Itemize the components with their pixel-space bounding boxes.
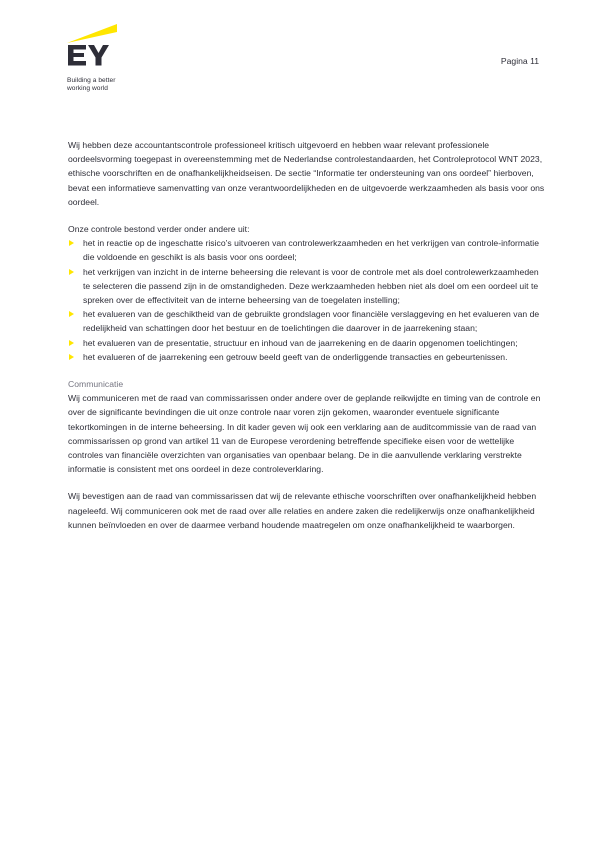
list-item: [68, 307, 546, 335]
list-item-text: het in reactie op de ingeschatte risico’s uitvoeren van controlewerkzaamheden en het verkrijgen van controle-informatie die voldoende en geschikt is als basis voor ons oordeel;: [83, 238, 540, 263]
list-item-text: het evalueren van de geschiktheid van de gebruikte grondslagen voor financiële verslaggeving en het evalueren van de redelijkheid van schattingen door het bestuur en de toelichtingen die daarover in de jaarrekening staan;: [83, 309, 540, 334]
bullet-arrow-icon: [69, 269, 74, 275]
ey-logo-mark: [67, 22, 137, 78]
page-body: [68, 138, 546, 532]
list-item-text: het evalueren of de jaarrekening een getrouw beeld geeft van de onderliggende transacties en gebeurtenissen.: [83, 351, 508, 362]
list-item: [68, 350, 546, 364]
tagline-line-1: Building a better: [67, 77, 116, 84]
bullet-arrow-icon: [69, 354, 74, 360]
list-item-text: het verkrijgen van inzicht in de interne beheersing die relevant is voor de controle met als doel controlewerkzaamheden te selecteren die passend zijn in de omstandigheden. Deze werkzaamheden hebben niet als doel om een oordeel uit te spreken over de effectiviteit van de interne beheersing van de toegelaten instelling;: [83, 266, 539, 306]
list-item: [68, 336, 546, 350]
bullet-arrow-icon: [69, 340, 74, 346]
list-item: [68, 265, 546, 308]
list-item-text: het evalueren van de presentatie, structuur en inhoud van de jaarrekening en de daarin opgenomen toelichtingen;: [83, 337, 518, 348]
list-item: [68, 236, 546, 264]
ey-logo-letter-y: [88, 45, 109, 66]
intro-paragraph: Wij hebben deze accountantscontrole professioneel kritisch uitgevoerd en hebben waar relevant professionele oordeelsvorming toegepast in overeenstemming met de Nederlandse controlestandaarden, het Controleprotocol WNT 2023, ethische voorschriften en de onafhankelijkheidseisen. De sectie “Informatie ter ondersteuning van ons oordeel” hierboven, bevat een informatieve samenvatting van onze verantwoordelijkheden en de uitgevoerde werkzaamheden als basis voor ons oordeel.: [68, 140, 545, 207]
bullet-arrow-icon: [69, 240, 74, 246]
communication-heading: Communicatie: [68, 379, 124, 390]
tagline-line-2: working world: [67, 85, 108, 92]
tagline: [67, 77, 116, 93]
audit-activities-list: [68, 236, 546, 364]
ey-logo-beam: [67, 24, 117, 43]
communication-paragraph-1: Wij communiceren met de raad van commissarissen onder andere over de geplande reikwijdte en timing van de controle en over de significante bevindingen die uit onze controle naar voren zijn gekomen, waaronder eventuele significante tekortkomingen in de interne beheersing. In dit kader geven wij ook een verklaring aan de auditcommissie van de raad van commissarissen op grond van artikel 11 van de Europese verordening betreffende specifieke eisen voor de wettelijke controles van financiële overzichten van organisaties van openbaar belang. De in die aanvullende verklaring verstrekte informatie is consistent met ons oordeel in deze controleverklaring.: [68, 393, 541, 475]
communication-paragraph-2: Wij bevestigen aan de raad van commissarissen dat wij de relevante ethische voorschriften over onafhankelijkheid hebben nageleefd. Wij communiceren ook met de raad over alle relaties en andere zaken die redelijkerwijs onze onafhankelijkheid kunnen beïnvloeden en over de daarmee verband houdende maatregelen om onze onafhankelijkheid te waarborgen.: [68, 491, 537, 530]
bullet-arrow-icon: [69, 311, 74, 317]
list-intro: Onze controle bestond verder onder andere uit:: [68, 224, 250, 235]
ey-logo-letter-e: [68, 45, 86, 66]
page-number: Pagina 11: [500, 56, 539, 66]
